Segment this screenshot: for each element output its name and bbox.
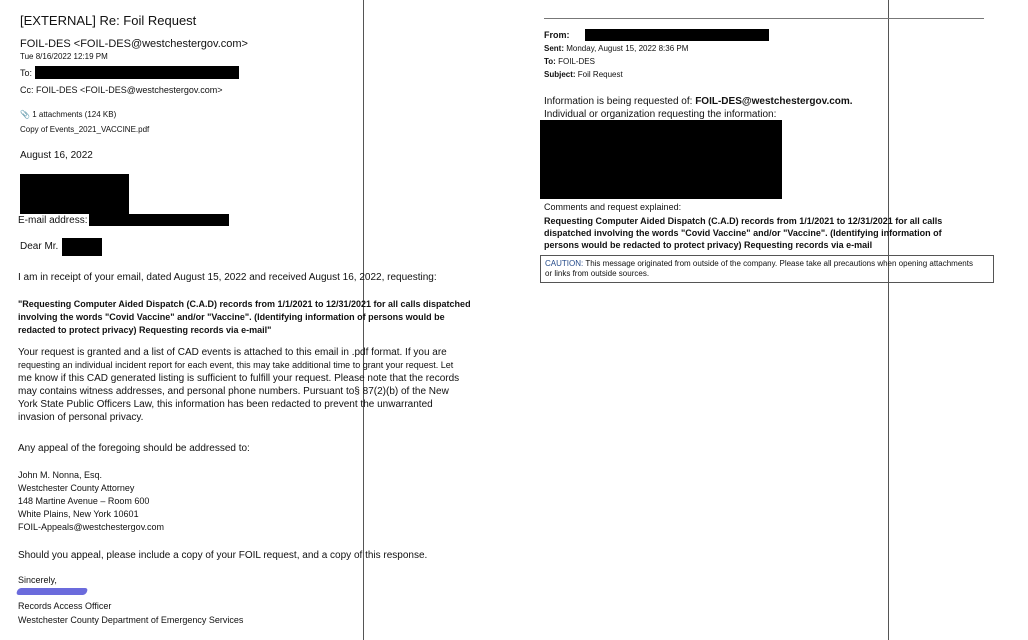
- signature-org: Westchester County Department of Emergency Services: [18, 615, 244, 625]
- address-line: 148 Martine Avenue – Room 600: [18, 496, 150, 506]
- granted-line: invasion of personal privacy.: [18, 412, 144, 423]
- email-address-label: E-mail address:: [18, 215, 88, 226]
- attorney-address: [18, 469, 164, 534]
- signature-title: Records Access Officer: [18, 601, 112, 611]
- attachment-link[interactable]: Copy of Events_2021_VACCINE.pdf: [20, 125, 150, 134]
- redacted-email-address: [89, 214, 229, 226]
- quote-line: involving the words "Covid Vaccine" and/or "Vaccine". (Identifying information of persons would be: [18, 312, 445, 322]
- redacted-recipient-block: [20, 174, 129, 214]
- address-line: White Plains, New York 10601: [18, 509, 139, 519]
- redacted-to: [35, 66, 239, 79]
- info-requested-prefix: Information is being requested of:: [544, 96, 696, 107]
- granted-line: me know if this CAD generated listing is sufficient to fulfill your request. Please note that the records: [18, 373, 460, 384]
- granted-line: requesting an individual incident report for each event, this may take additional time to grant your request. Let: [18, 360, 454, 370]
- subject-label: Subject:: [544, 70, 576, 79]
- granted-line: may contains witness addresses, and personal phone numbers. Pursuant to§ 87(2)(b) of the New: [18, 386, 449, 397]
- to-label: To:: [544, 57, 556, 66]
- quoted-request: [18, 298, 471, 337]
- email-cc[interactable]: Cc: FOIL-DES <FOIL-DES@westchestergov.com>: [20, 85, 223, 95]
- request-line: Requesting Computer Aided Dispatch (C.A.D) records from 1/1/2021 to 12/31/2021 for all calls: [544, 216, 943, 226]
- request-line: dispatched involving the words "Covid Vaccine" and/or "Vaccine". (Identifying information of: [544, 228, 942, 238]
- orig-sent: [544, 44, 688, 53]
- email-date: Tue 8/16/2022 12:19 PM: [20, 52, 108, 61]
- letter-date: August 16, 2022: [20, 150, 93, 161]
- sent-value: Monday, August 15, 2022 8:36 PM: [566, 44, 689, 53]
- orig-to: [544, 57, 595, 66]
- info-requested-email[interactable]: FOIL-DES@westchestergov.com.: [695, 96, 853, 107]
- appeal-line: Any appeal of the foregoing should be addressed to:: [18, 443, 250, 454]
- address-line: Westchester County Attorney: [18, 483, 135, 493]
- from-label: From:: [544, 30, 570, 40]
- caution-line: or links from outside sources.: [545, 269, 650, 278]
- granted-line: Your request is granted and a list of CAD events is attached to this email in .pdf format. If you are: [18, 347, 447, 358]
- to-value: FOIL-DES: [558, 57, 595, 66]
- orig-request-text: [544, 215, 942, 251]
- caution-banner: [540, 255, 994, 283]
- email-from[interactable]: FOIL-DES <FOIL-DES@westchestergov.com>: [20, 38, 248, 50]
- redacted-from: [585, 29, 769, 41]
- sent-label: Sent:: [544, 44, 564, 53]
- fold-line-right: [888, 0, 889, 640]
- closing: Sincerely,: [18, 575, 57, 585]
- request-line: persons would be redacted to protect privacy) Requesting records via e-mail: [544, 240, 873, 250]
- greeting: Dear Mr.: [20, 241, 59, 252]
- address-line[interactable]: FOIL-Appeals@westchestergov.com: [18, 522, 165, 532]
- redacted-name: [62, 238, 102, 256]
- caution-text: This message originated from outside of the company. Please take all precautions when opening attachments: [583, 259, 973, 268]
- header-rule: [544, 18, 984, 19]
- attachment-row: [20, 110, 116, 119]
- caution-label: CAUTION:: [545, 259, 584, 268]
- email-to-label: To:: [20, 68, 33, 78]
- receipt-line: I am in receipt of your email, dated August 15, 2022 and received August 16, 2022, requesting:: [18, 272, 437, 283]
- paperclip-icon: 📎: [20, 110, 30, 119]
- address-line: John M. Nonna, Esq.: [18, 470, 103, 480]
- comments-label: Comments and request explained:: [544, 202, 682, 212]
- email-subject: [EXTERNAL] Re: Foil Request: [20, 13, 197, 28]
- should-appeal-line: Should you appeal, please include a copy of your FOIL request, and a copy of this response.: [18, 550, 428, 561]
- quote-line: redacted to protect privacy) Requesting records via e-mail": [18, 325, 272, 335]
- subject-value: Foil Request: [577, 70, 623, 79]
- granted-line: York State Public Officers Law, this information has been redacted to prevent the unwarranted: [18, 399, 433, 410]
- redacted-requester: [540, 120, 782, 199]
- attachments-count: 1 attachments (124 KB): [32, 110, 117, 119]
- caution-line: [545, 259, 989, 269]
- requester-label: Individual or organization requesting the information:: [544, 109, 777, 120]
- orig-subject: [544, 70, 623, 79]
- signature-scribble: [16, 588, 89, 595]
- info-requested: [544, 96, 853, 107]
- orig-from: [544, 30, 570, 40]
- granted-paragraph: [18, 346, 459, 424]
- quote-line: "Requesting Computer Aided Dispatch (C.A.D) records from 1/1/2021 to 12/31/2021 for all calls dispatched: [18, 299, 471, 309]
